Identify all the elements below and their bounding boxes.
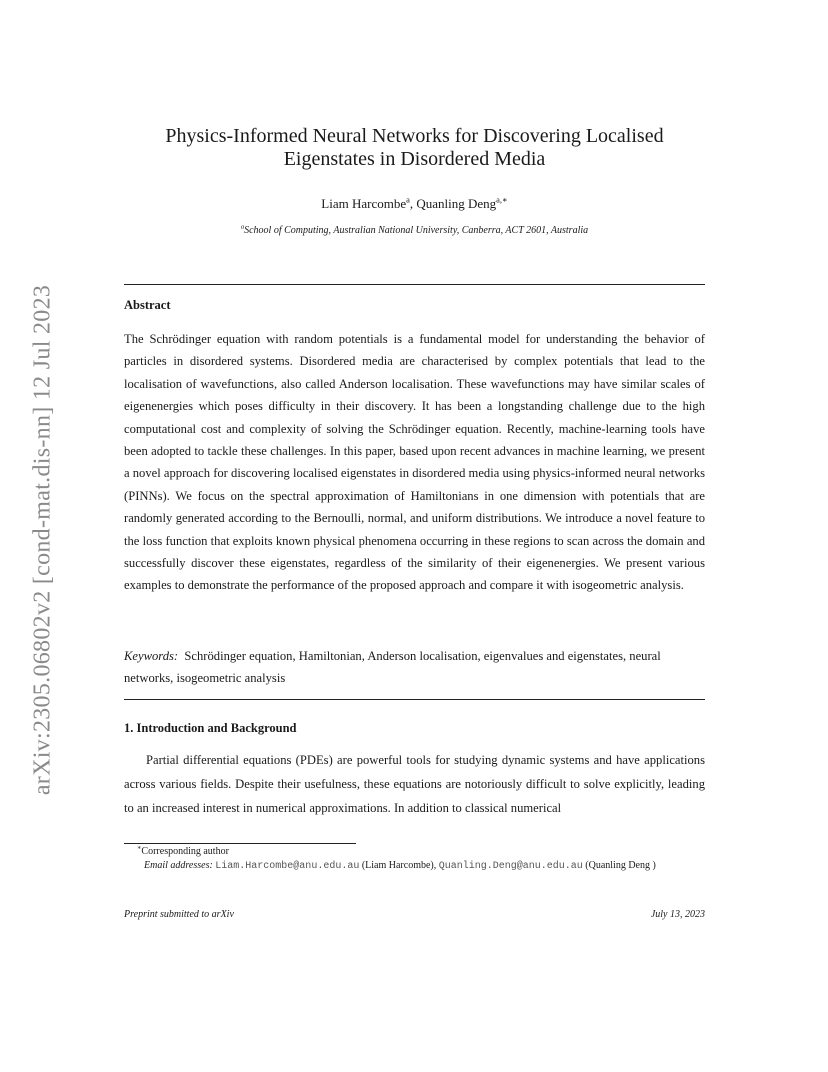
footnote-rule	[124, 843, 356, 844]
abstract-bottom-rule	[124, 699, 705, 700]
paper-title: Physics-Informed Neural Networks for Discovering Localised Eigenstates in Disordered Media	[165, 125, 664, 170]
arxiv-stamp: arXiv:2305.06802v2 [cond-mat.dis-nn] 12 Jul 2023	[29, 284, 56, 796]
affiliation-marker: a	[240, 223, 245, 231]
author-separator: ,	[409, 196, 417, 211]
footer-preprint-note: Preprint submitted to arXiv	[124, 909, 234, 920]
keywords-text: Schrödinger equation, Hamiltonian, Anderson localisation, eigenvalues and eigenstates, neural networks, isogeometric analysis	[124, 649, 661, 685]
author-list	[124, 196, 705, 212]
footnote-corresponding-text: Corresponding author	[141, 846, 229, 857]
author-name: Liam Harcombe	[321, 196, 407, 211]
email-owner: (Quanling Deng )	[585, 860, 656, 871]
section-text: Partial differential equations (PDEs) are powerful tools for studying dynamic systems and have applications across various fields. Despite their usefulness, these equations are notoriously difficult to solve explicitly, leading to an increased interest in numerical approximations. In addition to classical numerical	[124, 753, 705, 815]
section-heading: 1. Introduction and Background	[124, 721, 297, 735]
author-affiliation-marker: a	[406, 194, 410, 205]
author-affiliation-marker: a,∗	[496, 194, 508, 205]
affiliation-text: School of Computing, Australian National University, Canberra, ACT 2601, Australia	[244, 225, 589, 236]
keywords	[124, 645, 705, 689]
footer-date: July 13, 2023	[650, 909, 705, 920]
footnote-corresponding	[137, 846, 229, 857]
footnote-marker: ∗	[137, 844, 142, 852]
abstract-heading: Abstract	[124, 298, 171, 312]
email-owner: (Liam Harcombe),	[361, 860, 437, 871]
affiliation	[124, 225, 705, 236]
author-name: Quanling Deng	[416, 196, 497, 211]
email-link[interactable]: Liam.Harcombe@anu.edu.au	[215, 861, 360, 872]
footnote-emails	[144, 860, 656, 872]
keywords-label: Keywords:	[124, 649, 179, 663]
email-link[interactable]: Quanling.Deng@anu.edu.au	[438, 861, 583, 872]
email-label: Email addresses:	[144, 860, 213, 871]
abstract-top-rule	[124, 284, 705, 285]
abstract-text: The Schrödinger equation with random potentials is a fundamental model for understanding the behavior of particles in disordered systems. Disordered media are characterised by complex potentials that lead to the localisation of wavefunctions, also called Anderson localisation. These wavefunctions may have similar scales of eigenenergies which poses difficulty in their discovery. It has been a longstanding challenge due to the high computational cost and complexity of solving the Schrödinger equation. Recently, machine-learning tools have been adopted to tackle these challenges. In this paper, based upon recent advances in machine learning, we present a novel approach for discovering localised eigenstates in disordered media using physics-informed neural networks (PINNs). We focus on the spectral approximation of Hamiltonians in one dimension with potentials that are randomly generated according to the Bernoulli, normal, and uniform distributions. We introduce a novel feature to the loss function that exploits known physical phenomena occurring in these regions to scan across the domain and successfully discover these eigenstates, regardless of the similarity of their eigenenergies. We present various examples to demonstrate the performance of the proposed approach and compare it with isogeometric analysis.	[124, 332, 705, 593]
